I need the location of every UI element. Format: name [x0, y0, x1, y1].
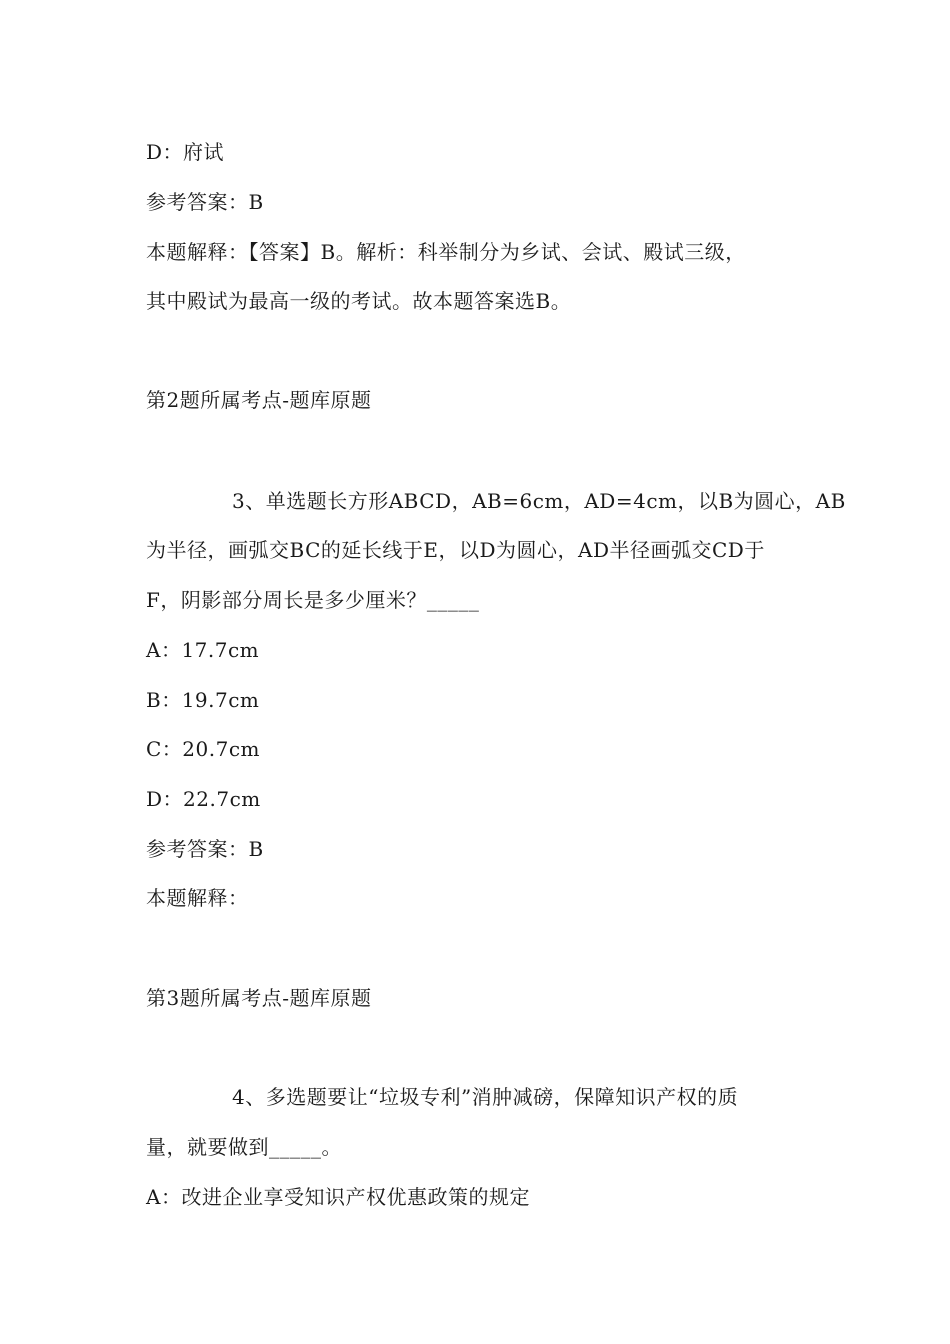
q3-explanation: 本题解释：: [146, 886, 249, 910]
q3-stem-line3: F，阴影部分周长是多少厘米？_____: [146, 588, 480, 612]
q3-knowledge-point: 第3题所属考点-题库原题: [146, 986, 372, 1010]
q4-option-a: A：改进企业享受知识产权优惠政策的规定: [146, 1185, 530, 1209]
q1-option-d: D：府试: [146, 140, 225, 164]
q1-explanation-line1: 本题解释：【答案】B。解析：科举制分为乡试、会试、殿试三级，: [146, 240, 746, 264]
q1-answer: 参考答案：B: [146, 190, 264, 214]
q1-explanation-line2: 其中殿试为最高一级的考试。故本题答案选B。: [146, 289, 572, 313]
q3-stem-line1: 3、单选题长方形ABCD，AB=6cm，AD=4cm，以B为圆心，AB: [232, 489, 846, 513]
q4-stem-line1: 4、多选题要让“垃圾专利”消肿减磅，保障知识产权的质: [232, 1085, 739, 1109]
q4-stem-line2: 量，就要做到_____。: [146, 1135, 342, 1159]
q3-answer: 参考答案：B: [146, 837, 264, 861]
q3-option-d: D：22.7cm: [146, 787, 261, 811]
q2-knowledge-point: 第2题所属考点-题库原题: [146, 388, 372, 412]
q3-option-c: C：20.7cm: [146, 737, 260, 761]
q3-option-a: A：17.7cm: [146, 638, 260, 662]
q3-option-b: B：19.7cm: [146, 688, 260, 712]
q3-stem-line2: 为半径，画弧交BC的延长线于E，以D为圆心，AD半径画弧交CD于: [146, 538, 765, 562]
